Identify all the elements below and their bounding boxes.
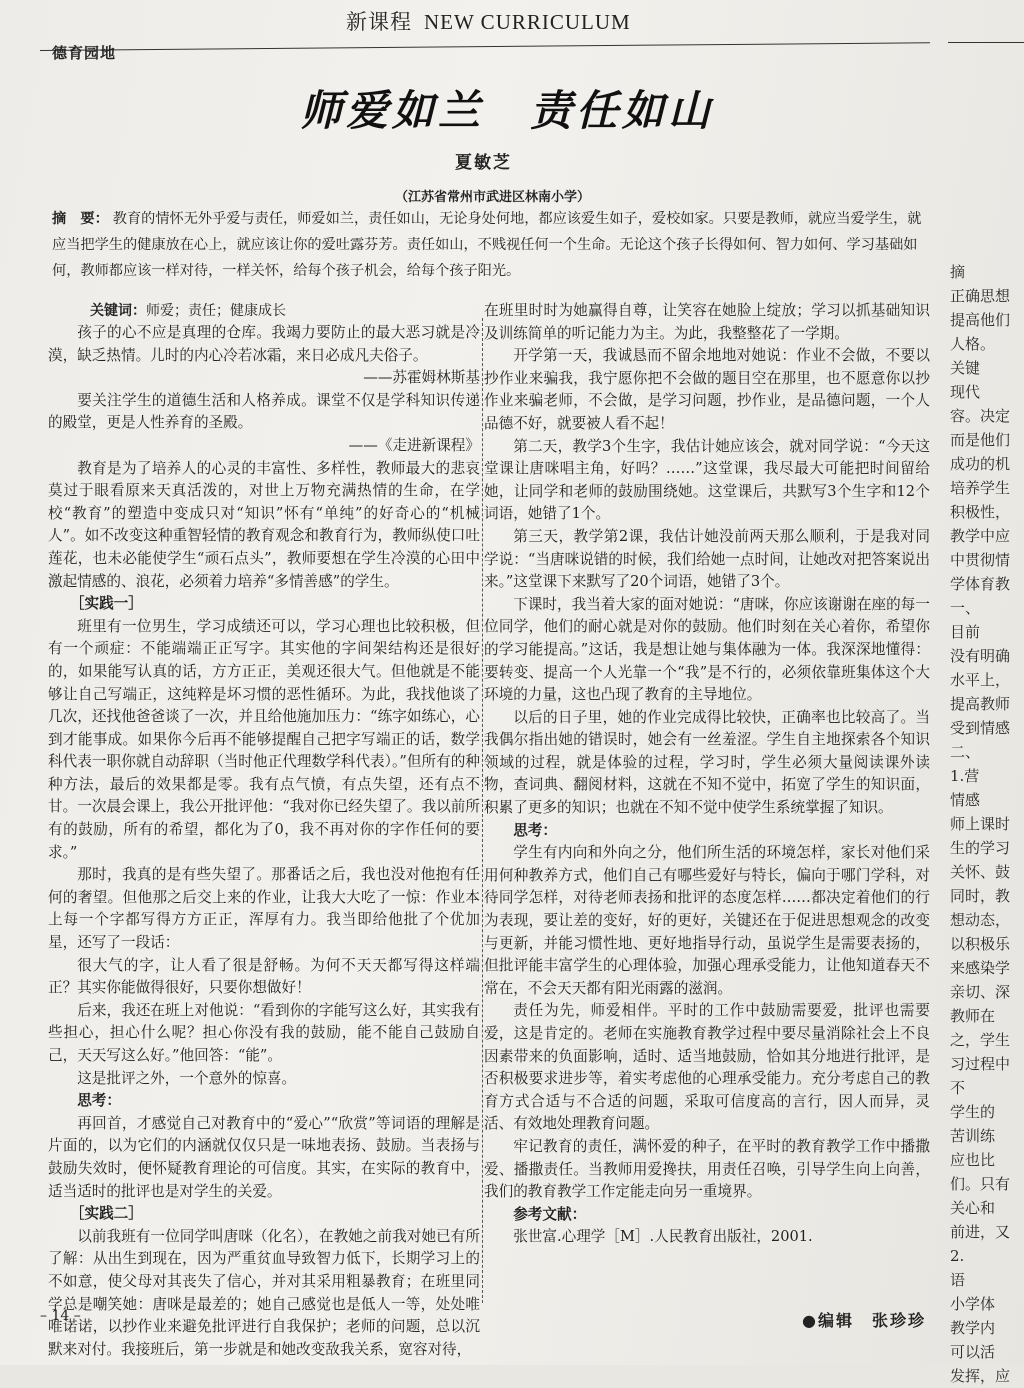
adjacent-page-line: 想动态， [950, 911, 1011, 929]
adjacent-page-line: 学体育教 [950, 575, 1011, 593]
left-column [48, 322, 480, 1361]
paragraph: 张世富.心理学［M］.人民教育出版社，2001. [513, 1228, 813, 1246]
article-author: 夏敏芝 [455, 153, 512, 173]
paragraph: 很大气的字，让人看了很是舒畅。为何不天天都写得这样端正？其实你能做得很好，只要你想做好！ [48, 956, 480, 997]
quote-source: ——苏霍姆林斯基 [363, 369, 480, 387]
adjacent-page-line: 成功的机 [950, 455, 1011, 473]
paragraph: 责任为先，师爱相伴。平时的工作中鼓励需要爱，批评也需要爱，这是肯定的。老师在实施教育教学过程中要尽量消除社会上不良因素带来的负面影响，适时、适当地鼓励，恰如其分地进行批评，是否积极要求进步等，着实考虑他的心理承受能力。充分考虑自己的教育方式合适与不合适的问题，采取可信度高的言行，因人而异，灵活、有效地处理教育问题。 [484, 1002, 930, 1133]
adjacent-page-line: 培养学生 [950, 479, 1011, 497]
adjacent-page-line: 习过程中 [950, 1055, 1011, 1073]
adjacent-page-line: 们。只有 [950, 1175, 1011, 1193]
adjacent-page-line: 生的学习 [950, 839, 1011, 857]
paragraph: 再回首，才感觉自己对教育中的“爱心”“欣赏”等词语的理解是片面的，以为它们的内涵就仅仅只是一味地表扬、鼓励。当表扬与鼓励失效时，便怀疑教育理论的可信度。其实，在实际的教育中，适当适时的批评也是对学生的关爱。 [48, 1114, 480, 1200]
adjacent-page-line: 亲切、深 [950, 983, 1011, 1001]
adjacent-page-line: 语 [950, 1271, 966, 1289]
adjacent-page-line: 容。决定 [950, 407, 1011, 425]
adjacent-page-line: 同时，教 [950, 887, 1011, 905]
paragraph: 要关注学生的道德生活和人格养成。课堂不仅是学科知识传递的殿堂，更是人性养育的圣殿。 [48, 391, 480, 432]
section-name: 德育园地 [52, 44, 117, 62]
adjacent-page-line: 教师在 [950, 1007, 996, 1025]
adjacent-page-line: 关键 [950, 359, 981, 377]
adjacent-page-line: 一、 [950, 599, 981, 617]
paragraph: 后来，我还在班上对他说：“看到你的字能写这么好，其实我有些担心，担心什么呢？担心你没有我的鼓励，能不能自己鼓励自己，天天写这么好。”他回答：“能”。 [48, 1001, 480, 1064]
adjacent-page-line: 水平上， [950, 671, 1011, 689]
journal-header [346, 6, 631, 36]
editor-credit: ●编辑 张珍珍 [802, 1311, 926, 1330]
adjacent-page-header-rule [948, 42, 1024, 43]
section-heading: ［实践二］ [69, 1205, 143, 1223]
adjacent-page-line: 而是他们 [950, 431, 1011, 449]
keywords [90, 300, 286, 320]
adjacent-page-line: 教学中应 [950, 527, 1011, 545]
adjacent-page-line: 正确思想 [950, 287, 1011, 305]
abstract [52, 206, 932, 284]
journal-name-cn: 新课程 [346, 10, 412, 34]
adjacent-page-line: 关怀、鼓 [950, 863, 1011, 881]
abstract-label: 摘 要： [52, 211, 109, 227]
paragraph: 那时，我真的是有些失望了。那番话之后，我也没对他抱有任何的奢望。但他那之后交上来的作业，让我大大吃了一惊：作业本上每一个字都写得方方正正，浑厚有力。我当即给他批了个优加星，还写了一段话： [48, 866, 480, 952]
adjacent-page-line: 来感染学 [950, 959, 1011, 977]
adjacent-page-line: 积极性， [950, 503, 1011, 521]
subheading: 思考： [77, 1092, 121, 1110]
adjacent-page-line: 人格。 [950, 335, 996, 353]
paragraph: 学生有内向和外向之分，他们所生活的环境怎样，家长对他们采用何种教养方式，他们自己有哪些爱好与特长，偏向于哪门学科，对待同学怎样，对待老师表扬和批评的态度怎样……都决定着他们的行为表现，要让差的变好，好的更好，关键还在于促进思想观念的改变与更新，并能习惯性地、更好地指导行动，虽说学生是需要表扬的，但批评能丰富学生的心理体验，加强心理承受能力，让他知道春天不常在，不会天天都有阳光雨露的滋润。 [484, 844, 930, 997]
adjacent-page-line: 提高教师 [950, 695, 1011, 713]
keywords-text: 师爱；责任；健康成长 [146, 303, 286, 319]
paragraph: 牢记教育的责任，满怀爱的种子，在平时的教育教学工作中播撒爱、播撒责任。当教师用爱搀扶，用责任召唤，引导学生向上向善，我们的教育教学工作定能走向另一重境界。 [484, 1137, 930, 1201]
adjacent-page-line: 之，学生 [950, 1031, 1011, 1049]
adjacent-page-line: 前进，又 [950, 1223, 1011, 1241]
author-affiliation: （江苏省常州市武进区林南小学） [395, 190, 591, 205]
paragraph: 孩子的心不应是真理的仓库。我竭力要防止的最大恶习就是冷漠，缺乏热情。儿时的内心冷若冰霜，来日必成凡夫俗子。 [48, 324, 480, 364]
column-divider [482, 318, 483, 1303]
adjacent-page-line: 以积极乐 [950, 935, 1011, 953]
paragraph: 班里有一位男生，学习成绩还可以，学习心理也比较积极，但有一个顽症：不能端端正正写字。其实他的字间架结构还是很好的，如果能写认真的话，方方正正，美观还很大气。但他就是不能够让自己写端正，这纯粹是坏习惯的恶性循环。为此，我找他谈了几次，还找他爸爸谈了一次，并且给他施加压力：“练字如练心，心到才能事成。如果你今后再不能够提醒自己把字写端正的话，数学科代表一职你就自动辞职（当时他正代理数学科代表）。”但所有的种种方法，最后的效果都是零。我有点气愤，有点失望，还有点不甘。一次晨会课上，我公开批评他：“我对你已经失望了。我以前所有的鼓励，所有的希望，都化为了0，我不再对你的字作任何的要求。” [48, 617, 480, 861]
paragraph: 以前我班有一位同学叫唐咪（化名），在教她之前我对她已有所了解：从出生到现在，因为严重贫血导致智力低下，长期学习上的不如意，使父母对其丧失了信心，并对其采用粗暴教育；在班里同学总是嘲笑她：唐咪是最差的；她自己感觉也是低人一等，处处唯唯诺诺，以抄作业来避免批评进行自我保护；老师的问题，总以沉默来对付。我接班后，第一步就是和她改变敌我关系，宽容对待， [48, 1227, 480, 1358]
paragraph: 开学第一天，我诚恳而不留余地地对她说：作业不会做，不要以抄作业来骗我，我宁愿你把不会做的题目空在那里，也不愿意你以抄作业来骗老师，不会做，是学习问题，抄作业，是品德问题，一个人品德不好，就要被人看不起！ [484, 347, 930, 432]
subheading: 参考文献： [513, 1205, 587, 1223]
adjacent-page-line: 小学体 [950, 1295, 996, 1313]
adjacent-page-line: 没有明确 [950, 647, 1011, 665]
quote-source: ——《走进新课程》 [348, 436, 480, 454]
adjacent-page-line: 关心和 [950, 1199, 996, 1217]
adjacent-page-line: 目前 [950, 623, 981, 641]
paragraph: 这是批评之外，一个意外的惊喜。 [77, 1069, 297, 1087]
adjacent-page-line: 提高他们 [950, 311, 1011, 329]
adjacent-page-line: 苦训练 [950, 1127, 996, 1145]
paragraph: 教育是为了培养人的心灵的丰富性、多样性，教师最大的悲哀莫过于眼看原来天真活泼的，对世上万物充满热情的生命，在学校“教育”的塑造中变成只对“知识”怀有“单纯”的好奇心的“机械人”。如不改变这种重智轻情的教育观念和教育行为，教师纵使口吐莲花，也未必能使学生“顽石点头”，教师要想在学生冷漠的心田中激起情感的、浪花，必须着力培养“多情善感”的学生。 [48, 459, 480, 590]
right-column [484, 300, 930, 1249]
section-heading: ［实践一］ [69, 595, 143, 613]
adjacent-page-strip [950, 260, 1024, 1388]
adjacent-page-line: 学生的 [950, 1103, 996, 1121]
keywords-label: 关键词： [90, 303, 146, 319]
header-rule [40, 42, 930, 51]
paragraph: 第二天，教学3个生字，我估计她应该会，就对同学说：“今天这堂课让唐咪唱主角，好吗？……”这堂课，我尽最大可能把时间留给她，让同学和老师的鼓励围绕她。这堂课后，共默写3个生字和12个词语，她错了1个。 [484, 437, 930, 523]
paragraph: 以后的日子里，她的作业完成得比较快，正确率也比较高了。当我偶尔指出她的错误时，她会有一丝羞涩。学生自主地探索各个知识领域的过程，就是体验的过程，学习时，学生必须大量阅读课外读物，查词典、翻阅材料，这就在不知不觉中，拓宽了学生的知识面，积累了更多的知识；也就在不知不觉中使学生系统掌握了知识。 [484, 708, 930, 817]
paragraph: 在班里时时为她赢得自尊，让笑容在她脸上绽放；学习以抓基础知识及训练简单的听记能力为主。为此，我整整花了一学期。 [484, 302, 930, 342]
adjacent-page-line: 1.营 [950, 767, 980, 785]
adjacent-page-line: 现代 [950, 383, 981, 401]
adjacent-page-line: 二、 [950, 743, 981, 761]
adjacent-page-line: 2. [950, 1247, 965, 1265]
page-number: – 14 – [40, 1308, 81, 1324]
paragraph: 第三天，教学第2课，我估计她没前两天那么顺利，于是我对同学说：“当唐咪说错的时候，我们给她一点时间，让她改对把答案说出来。”这堂课下来默写了20个词语，她错了3个。 [484, 527, 930, 591]
adjacent-page-line: 不 [950, 1079, 966, 1097]
adjacent-page-line: 可以活 [950, 1343, 996, 1361]
paragraph: 下课时，我当着大家的面对她说：“唐咪，你应该谢谢在座的每一位同学，他们的耐心就是对你的鼓励。他们时刻在关心着你，希望你的学习能提高。”这话，我是想让她与集体融为一体。我深深地懂得：要转变、提高一个人光靠一个“我”是不行的，必须依靠班集体这个大环境的力量，这也凸现了教育的主导地位。 [484, 595, 930, 704]
adjacent-page-line: 发挥，应 [950, 1367, 1011, 1385]
adjacent-page-line: 摘 [950, 263, 966, 281]
adjacent-page-line: 受到情感 [950, 719, 1011, 737]
adjacent-page-line: 情感 [950, 791, 981, 809]
article-title: 师爱如兰 责任如山 [300, 86, 715, 135]
subheading: 思考： [513, 821, 557, 839]
adjacent-page-line: 教学内 [950, 1319, 996, 1337]
journal-name-en: NEW CURRICULUM [424, 10, 631, 34]
abstract-text: 教育的情怀无外乎爱与责任，师爱如兰，责任如山，无论身处何地，都应该爱生如子，爱校如家。只要是教师，就应当爱学生，就应当把学生的健康放在心上，就应该让你的爱吐露芬芳。责任如山，不贱视任何一个生命。无论这个孩子长得如何、智力如何、学习基础如何，教师都应该一样对待，一样关怀，给每个孩子机会，给每个孩子阳光。 [52, 211, 922, 279]
adjacent-page-line: 师上课时 [950, 815, 1011, 833]
adjacent-page-line: 中贯彻情 [950, 551, 1011, 569]
adjacent-page-line: 应也比 [950, 1151, 996, 1169]
